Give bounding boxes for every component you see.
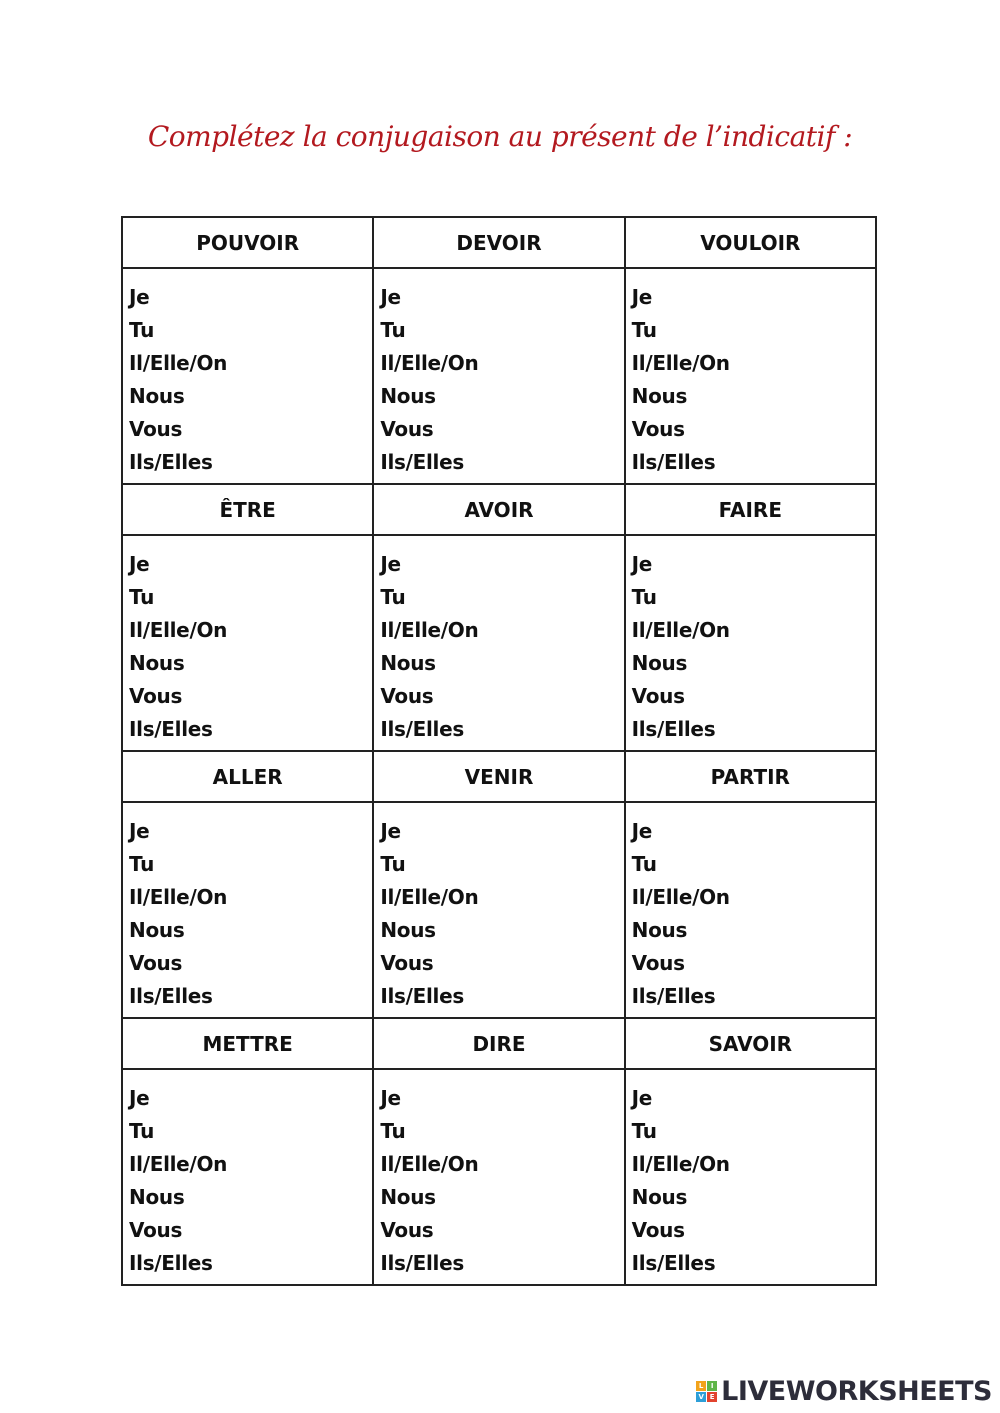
logo-mark-tile: E — [707, 1392, 717, 1402]
pronoun-label: Tu — [631, 1119, 657, 1143]
pronoun-label: Ils/Elles — [129, 1251, 213, 1275]
pronoun-label: Vous — [631, 951, 685, 975]
pronoun-label: Je — [380, 552, 401, 576]
pronoun-label: Tu — [129, 852, 155, 876]
pronoun-label: Tu — [380, 585, 406, 609]
pronoun-label: Tu — [380, 852, 406, 876]
pronoun-label: Tu — [129, 318, 155, 342]
pronoun-list — [123, 803, 372, 1013]
pronoun-label: Tu — [129, 585, 155, 609]
pronoun-label: Nous — [631, 1185, 688, 1209]
pronoun-label: Vous — [380, 951, 434, 975]
pronoun-label: Vous — [631, 1218, 685, 1242]
pronoun-label: Nous — [631, 651, 688, 675]
conjugation-row — [122, 802, 876, 1018]
pronoun-label: Tu — [380, 1119, 406, 1143]
pronoun-label: Vous — [129, 684, 183, 708]
pronoun-label: Il/Elle/On — [129, 885, 228, 909]
pronoun-label: Ils/Elles — [129, 984, 213, 1008]
pronoun-label: Vous — [380, 1218, 434, 1242]
conjugation-cell[interactable] — [373, 802, 624, 1018]
pronoun-list — [374, 269, 623, 479]
verb-header-row — [122, 1018, 876, 1069]
pronoun-label: Nous — [129, 918, 185, 942]
pronoun-label: Vous — [129, 951, 183, 975]
pronoun-label: Vous — [631, 417, 685, 441]
liveworksheets-logo — [696, 1376, 992, 1407]
pronoun-label: Je — [129, 285, 150, 309]
conjugation-cell[interactable] — [373, 535, 624, 751]
verb-header: DEVOIR — [373, 217, 624, 268]
pronoun-label: Ils/Elles — [631, 450, 716, 474]
pronoun-list — [123, 269, 372, 479]
pronoun-label: Je — [631, 1086, 653, 1110]
conjugation-cell[interactable] — [122, 268, 373, 484]
conjugation-row — [122, 535, 876, 751]
pronoun-label: Je — [380, 1086, 401, 1110]
pronoun-label: Nous — [631, 918, 688, 942]
pronoun-label: Il/Elle/On — [631, 618, 730, 642]
verb-header: AVOIR — [373, 484, 624, 535]
pronoun-label: Nous — [129, 651, 185, 675]
pronoun-label: Vous — [380, 417, 434, 441]
pronoun-label: Je — [631, 285, 653, 309]
conjugation-cell[interactable] — [122, 535, 373, 751]
pronoun-label: Nous — [380, 651, 436, 675]
conjugation-cell[interactable] — [373, 268, 624, 484]
logo-mark-tile: V — [696, 1392, 706, 1402]
verb-header: SAVOIR — [625, 1018, 876, 1069]
pronoun-label: Ils/Elles — [380, 1251, 464, 1275]
pronoun-label: Tu — [380, 318, 406, 342]
pronoun-label: Il/Elle/On — [631, 885, 730, 909]
pronoun-label: Il/Elle/On — [380, 885, 479, 909]
pronoun-label: Je — [380, 285, 401, 309]
conjugation-table — [121, 216, 877, 1286]
pronoun-label: Je — [380, 819, 401, 843]
pronoun-list — [626, 803, 875, 1013]
pronoun-label: Tu — [631, 318, 657, 342]
verb-header: DIRE — [373, 1018, 624, 1069]
pronoun-list — [123, 536, 372, 746]
verb-header: POUVOIR — [122, 217, 373, 268]
pronoun-label: Il/Elle/On — [129, 351, 228, 375]
pronoun-label: Tu — [129, 1119, 155, 1143]
pronoun-label: Vous — [631, 684, 685, 708]
pronoun-list — [374, 803, 623, 1013]
verb-header: ÊTRE — [122, 484, 373, 535]
pronoun-label: Je — [129, 819, 150, 843]
verb-header-row — [122, 484, 876, 535]
pronoun-label: Ils/Elles — [631, 717, 716, 741]
verb-header: VOULOIR — [625, 217, 876, 268]
logo-text: LIVEWORKSHEETS — [721, 1376, 992, 1407]
pronoun-label: Ils/Elles — [380, 717, 464, 741]
pronoun-label: Nous — [631, 384, 688, 408]
pronoun-label: Nous — [129, 1185, 185, 1209]
pronoun-label: Il/Elle/On — [129, 1152, 228, 1176]
pronoun-label: Ils/Elles — [631, 984, 716, 1008]
conjugation-cell[interactable] — [625, 802, 876, 1018]
pronoun-label: Tu — [631, 852, 657, 876]
pronoun-list — [626, 1070, 875, 1280]
verb-header: VENIR — [373, 751, 624, 802]
verb-header: FAIRE — [625, 484, 876, 535]
pronoun-list — [374, 1070, 623, 1280]
conjugation-cell[interactable] — [625, 268, 876, 484]
pronoun-label: Ils/Elles — [631, 1251, 716, 1275]
pronoun-label: Il/Elle/On — [380, 1152, 479, 1176]
conjugation-cell[interactable] — [122, 802, 373, 1018]
pronoun-label: Vous — [380, 684, 434, 708]
verb-header: PARTIR — [625, 751, 876, 802]
pronoun-label: Tu — [631, 585, 657, 609]
verb-header: METTRE — [122, 1018, 373, 1069]
pronoun-label: Nous — [380, 918, 436, 942]
logo-mark-tile: L — [696, 1381, 706, 1391]
pronoun-label: Nous — [129, 384, 185, 408]
pronoun-label: Vous — [129, 417, 183, 441]
pronoun-label: Nous — [380, 384, 436, 408]
pronoun-label: Je — [129, 552, 150, 576]
pronoun-label: Nous — [380, 1185, 436, 1209]
pronoun-label: Je — [631, 552, 653, 576]
pronoun-label: Il/Elle/On — [631, 351, 730, 375]
verb-header: ALLER — [122, 751, 373, 802]
conjugation-cell[interactable] — [625, 535, 876, 751]
conjugation-row — [122, 1069, 876, 1285]
verb-header-row — [122, 751, 876, 802]
verb-header-row — [122, 217, 876, 268]
conjugation-cell[interactable] — [122, 1069, 373, 1285]
pronoun-list — [626, 269, 875, 479]
pronoun-label: Ils/Elles — [129, 450, 213, 474]
conjugation-row — [122, 268, 876, 484]
pronoun-list — [123, 1070, 372, 1280]
pronoun-label: Il/Elle/On — [380, 618, 479, 642]
conjugation-cell[interactable] — [373, 1069, 624, 1285]
pronoun-label: Ils/Elles — [380, 450, 464, 474]
pronoun-list — [374, 536, 623, 746]
pronoun-label: Il/Elle/On — [631, 1152, 730, 1176]
pronoun-label: Il/Elle/On — [380, 351, 479, 375]
pronoun-label: Il/Elle/On — [129, 618, 228, 642]
logo-mark-icon — [696, 1381, 717, 1402]
pronoun-label: Ils/Elles — [129, 717, 213, 741]
logo-mark-tile: I — [707, 1381, 717, 1391]
pronoun-label: Je — [631, 819, 653, 843]
pronoun-label: Je — [129, 1086, 150, 1110]
conjugation-cell[interactable] — [625, 1069, 876, 1285]
pronoun-list — [626, 536, 875, 746]
pronoun-label: Ils/Elles — [380, 984, 464, 1008]
pronoun-label: Vous — [129, 1218, 183, 1242]
page-title: Complétez la conjugaison au présent de l’indicatif : — [147, 120, 853, 153]
